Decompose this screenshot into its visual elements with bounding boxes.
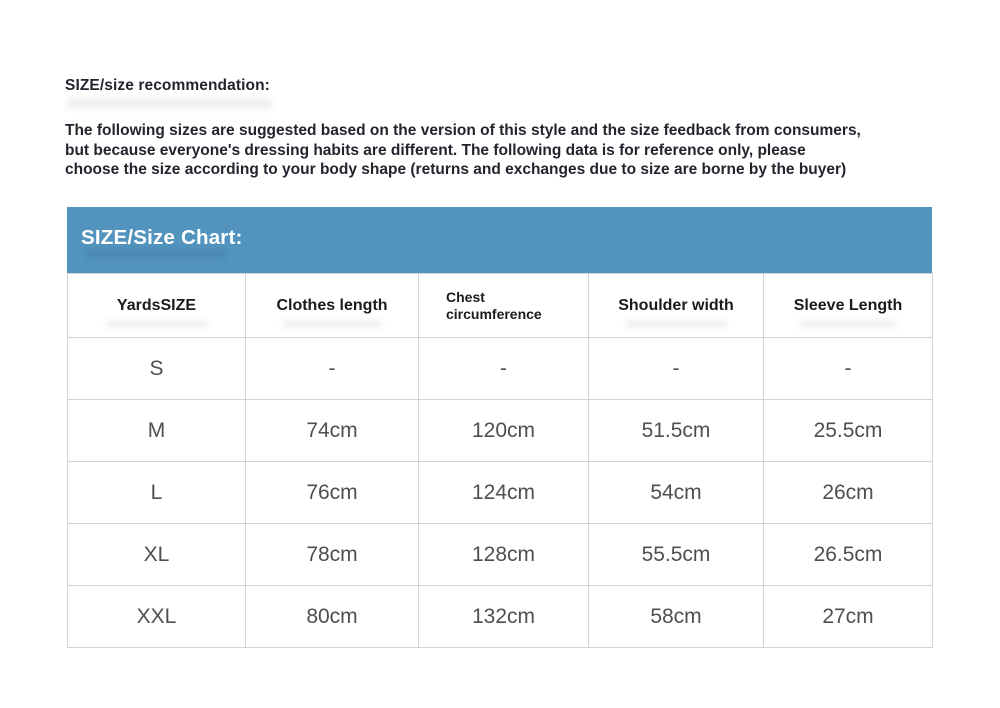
value-cell: 80cm — [246, 586, 419, 648]
value-cell: 124cm — [419, 462, 589, 524]
value-cell: 27cm — [764, 586, 933, 648]
value-cell: - — [419, 338, 589, 400]
value-cell: 26cm — [764, 462, 933, 524]
column-header-sleeve-length — [764, 274, 933, 338]
table-row-xl — [68, 524, 933, 586]
table-row-m — [68, 400, 933, 462]
column-header-label: Clothes length — [276, 296, 388, 314]
header-row — [68, 274, 933, 338]
ghost-text-artifact — [282, 320, 382, 328]
size-cell: S — [68, 338, 246, 400]
value-cell: 26.5cm — [764, 524, 933, 586]
value-cell: - — [764, 338, 933, 400]
value-cell: 58cm — [589, 586, 764, 648]
size-chart-title-bar — [67, 207, 932, 273]
value-cell: - — [589, 338, 764, 400]
ghost-text-artifact — [626, 320, 727, 328]
recommendation-body — [65, 121, 861, 180]
value-cell: 78cm — [246, 524, 419, 586]
column-header-size — [68, 274, 246, 338]
value-cell: 120cm — [419, 400, 589, 462]
size-cell: L — [68, 462, 246, 524]
table-row-xxl — [68, 586, 933, 648]
value-cell: 128cm — [419, 524, 589, 586]
table-row-l — [68, 462, 933, 524]
value-cell: 25.5cm — [764, 400, 933, 462]
size-cell: M — [68, 400, 246, 462]
size-chart-table — [67, 273, 933, 648]
size-chart-title: SIZE/Size Chart: — [81, 226, 243, 249]
value-cell: 74cm — [246, 400, 419, 462]
value-cell: 132cm — [419, 586, 589, 648]
column-header-label: YardsSIZE — [116, 296, 197, 314]
value-cell: - — [246, 338, 419, 400]
column-header-shoulder-width — [589, 274, 764, 338]
table-row-s — [68, 338, 933, 400]
value-cell: 54cm — [589, 462, 764, 524]
ghost-text-artifact — [105, 320, 208, 328]
value-cell: 76cm — [246, 462, 419, 524]
size-cell: XL — [68, 524, 246, 586]
column-header-label: Shoulder width — [618, 296, 734, 314]
recommendation-heading: SIZE/size recommendation: — [65, 77, 270, 94]
column-header-chest-circumference — [419, 274, 589, 338]
size-cell: XXL — [68, 586, 246, 648]
recommendation-line: choose the size according to your body shape (returns and exchanges due to size are borne by the buyer) — [65, 161, 847, 178]
ghost-text-artifact — [799, 320, 896, 328]
value-cell: 51.5cm — [589, 400, 764, 462]
column-header-label: Chest circumference — [446, 288, 542, 322]
column-header-clothes-length — [246, 274, 419, 338]
value-cell: 55.5cm — [589, 524, 764, 586]
recommendation-line: but because everyone's dressing habits are different. The following data is for reference only, please — [65, 141, 806, 159]
ghost-text-artifact — [67, 98, 272, 109]
column-header-label: Sleeve Length — [793, 296, 903, 314]
recommendation-line: The following sizes are suggested based on the version of this style and the size feedback from consumers, — [65, 122, 861, 139]
